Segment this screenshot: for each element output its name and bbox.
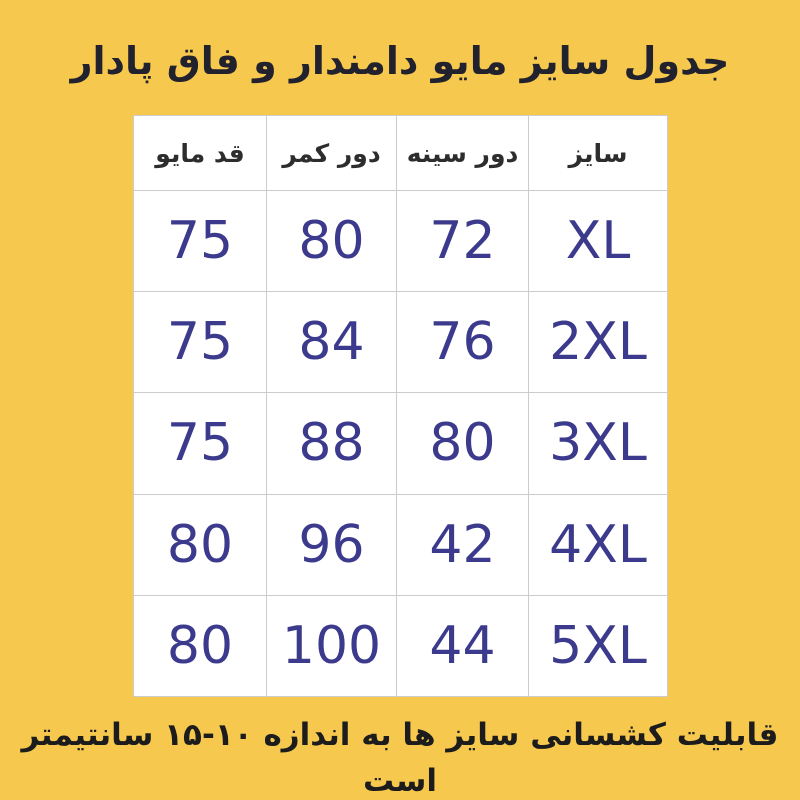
chest-value-cell: 76 — [397, 292, 529, 393]
col-header-chest: دور سینه — [397, 116, 529, 191]
length-value-cell: 75 — [134, 191, 267, 292]
size-label-cell: 3XL — [529, 393, 668, 494]
length-value-cell: 75 — [134, 292, 267, 393]
table-row-2xl — [134, 292, 668, 393]
stretch-note: قابلیت کشسانی سایز ها به اندازه ۱۰-۱۵ سانتیمتر است — [21, 717, 779, 799]
length-value-cell: 80 — [134, 494, 267, 595]
size-label-cell: 2XL — [529, 292, 668, 393]
table-header-row — [134, 116, 668, 191]
size-label-cell: XL — [529, 191, 668, 292]
table-row-5xl — [134, 595, 668, 696]
chest-value-cell: 80 — [397, 393, 529, 494]
page-title: جدول سایز مایو دامندار و فاق پادار — [70, 39, 730, 83]
col-header-waist: دور کمر — [267, 116, 397, 191]
size-label-cell: 5XL — [529, 595, 668, 696]
chest-value-cell: 42 — [397, 494, 529, 595]
waist-value-cell: 80 — [267, 191, 397, 292]
chest-value-cell: 72 — [397, 191, 529, 292]
waist-value-cell: 100 — [267, 595, 397, 696]
size-label-cell: 4XL — [529, 494, 668, 595]
col-header-length: قد مایو — [134, 116, 267, 191]
size-table — [133, 115, 668, 697]
waist-value-cell: 84 — [267, 292, 397, 393]
table-row-xl — [134, 191, 668, 292]
table-row-4xl — [134, 494, 668, 595]
length-value-cell: 75 — [134, 393, 267, 494]
col-header-size: سایز — [529, 116, 668, 191]
chest-value-cell: 44 — [397, 595, 529, 696]
waist-value-cell: 88 — [267, 393, 397, 494]
table-row-3xl — [134, 393, 668, 494]
waist-value-cell: 96 — [267, 494, 397, 595]
length-value-cell: 80 — [134, 595, 267, 696]
